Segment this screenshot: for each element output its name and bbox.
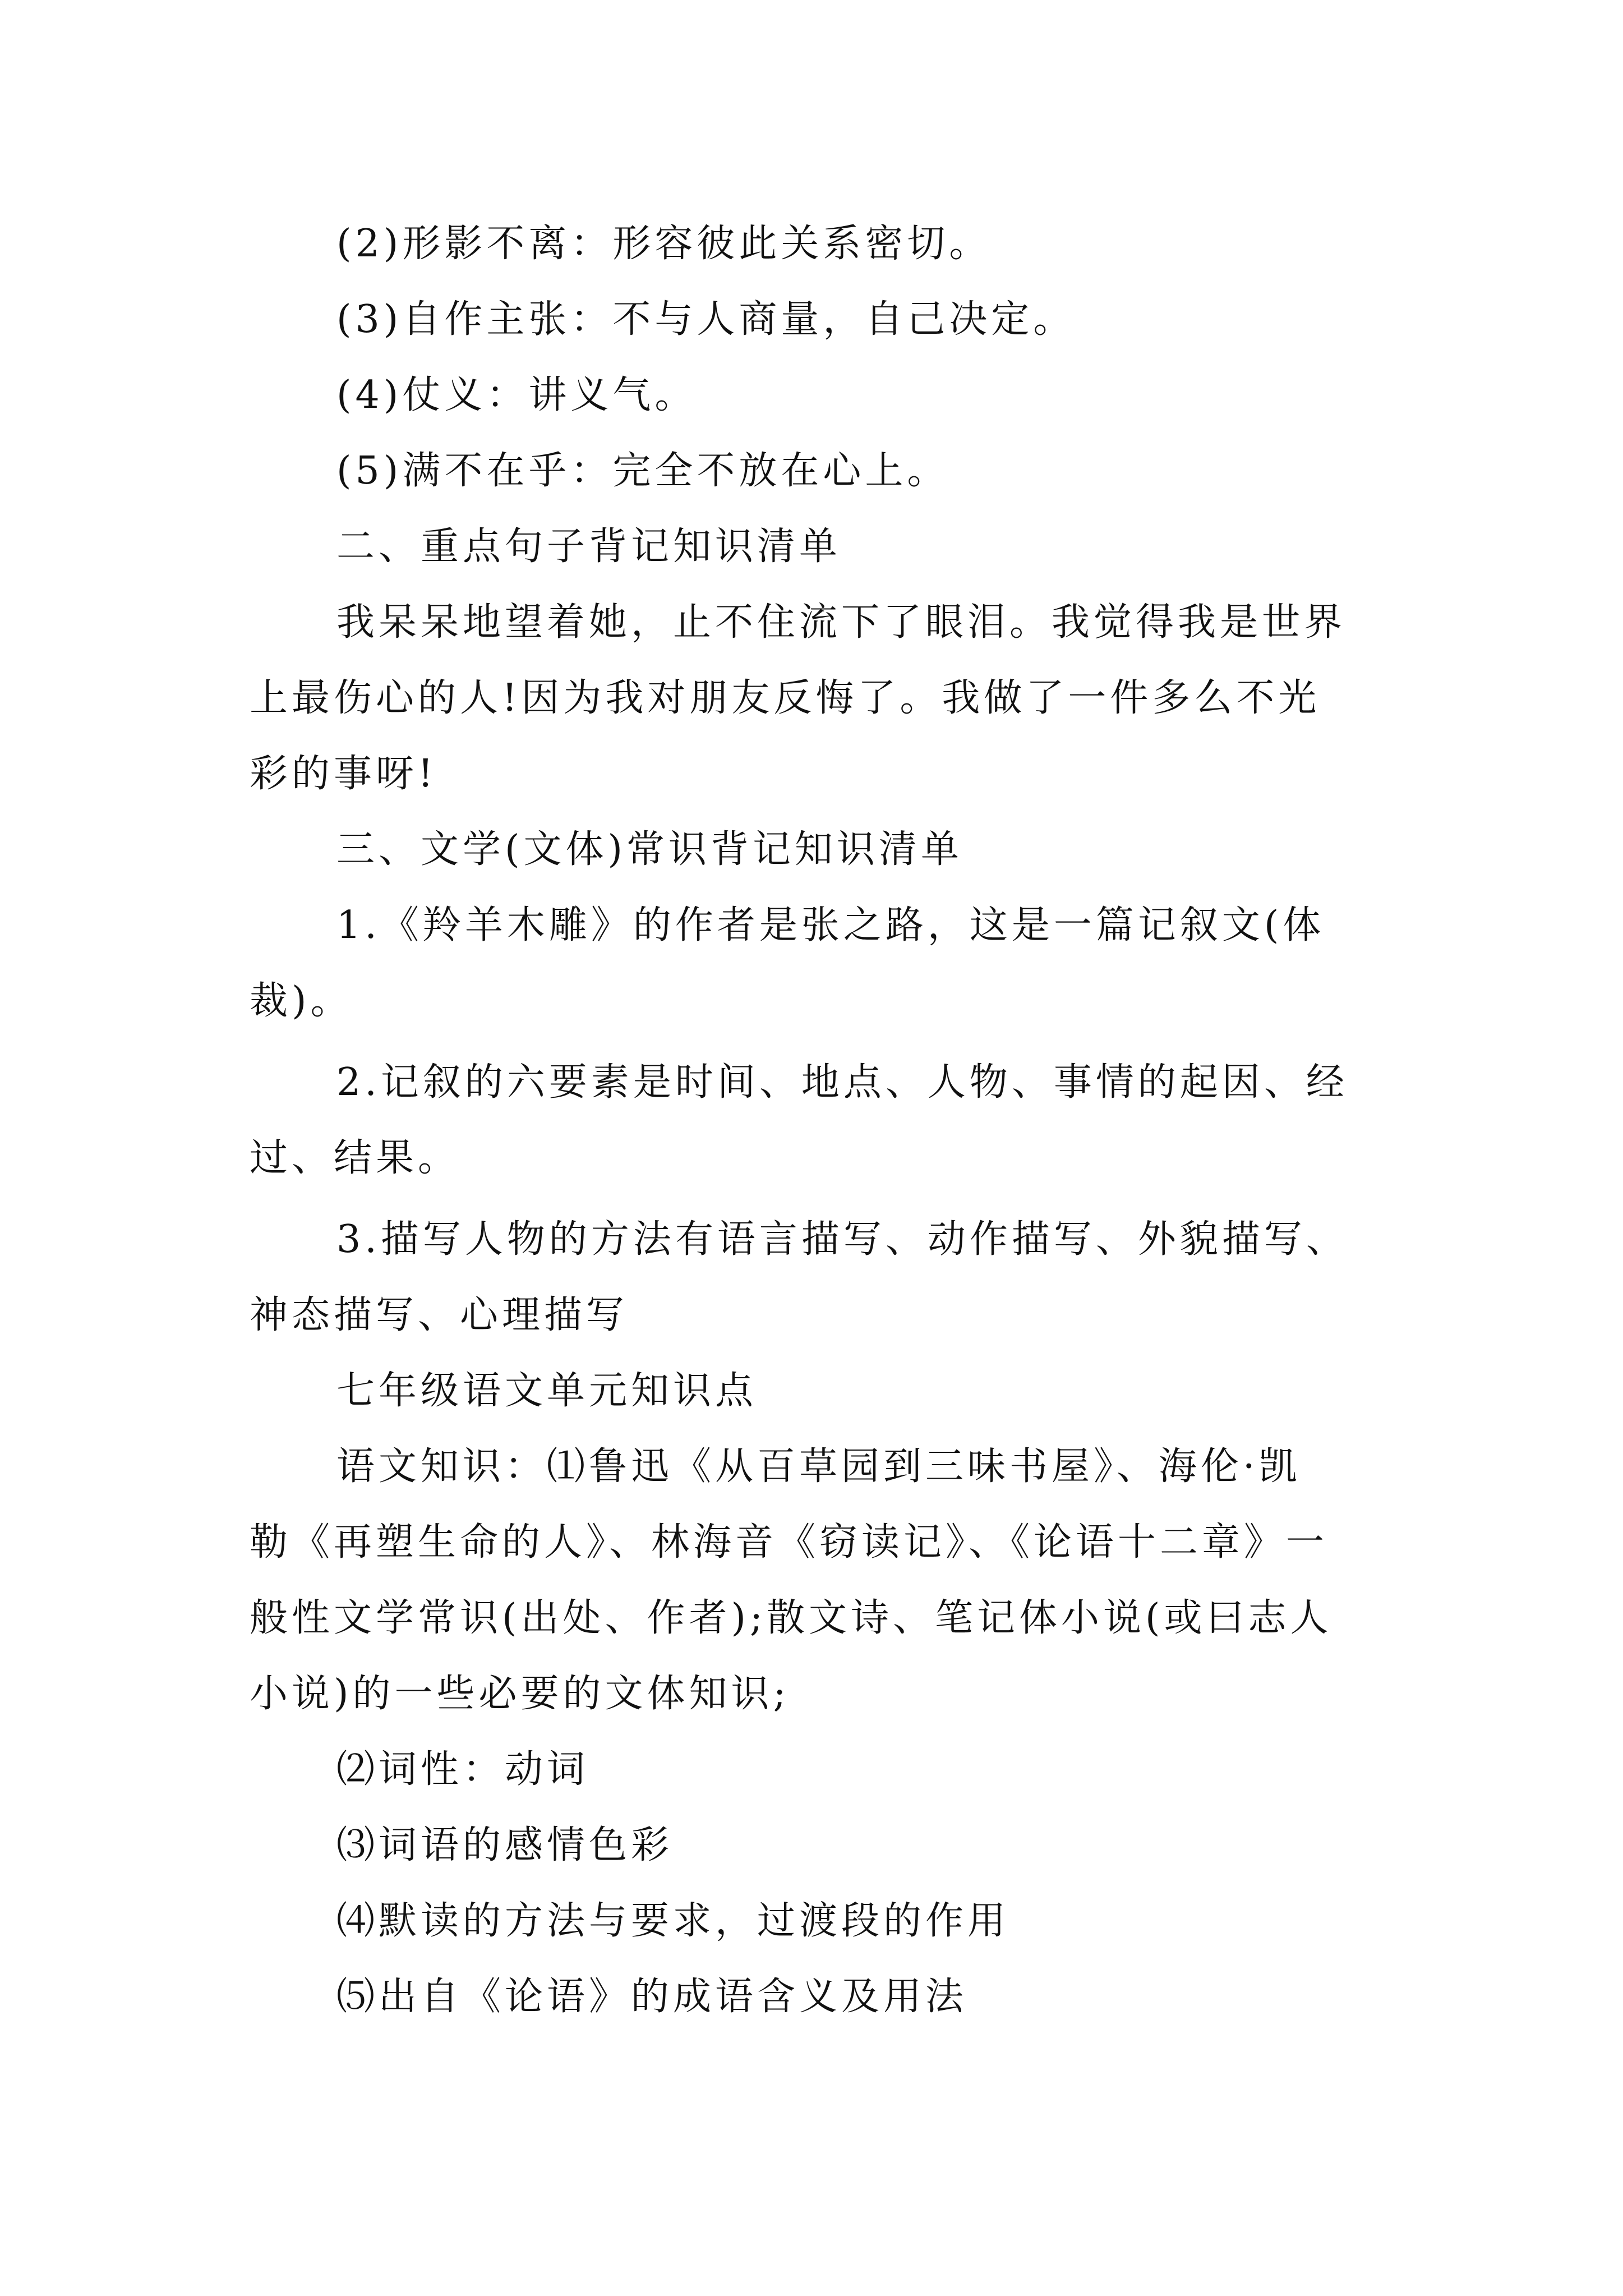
text-line: 1.《羚羊木雕》的作者是张之路，这是一篇记叙文(体 <box>336 903 1325 947</box>
text-line: (3)自作主张：不与人商量，自己决定。 <box>336 297 1076 342</box>
text-line: 过、结果。 <box>250 1136 460 1180</box>
text-line: (4)仗义：讲义气。 <box>336 373 697 417</box>
text-line: (5)满不在乎：完全不放在心上。 <box>336 449 949 493</box>
text-line: 裁)。 <box>250 979 353 1023</box>
text-line: (2)形影不离：形容彼此关系密切。 <box>336 222 992 266</box>
text-line: 勒《再塑生命的人》、林海音《窃读记》、《论语十二章》一 <box>250 1520 1329 1565</box>
section-heading: 二、重点句子背记知识清单 <box>336 524 842 569</box>
text-line: 我呆呆地望着她，止不住流下了眼泪。我觉得我是世界 <box>336 600 1347 645</box>
text-line: ⑸出自《论语》的成语含义及用法 <box>336 1975 968 2019</box>
section-heading: 三、文学(文体)常识背记知识清单 <box>336 827 963 872</box>
text-line: 语文知识：⑴鲁迅《从百草园到三味书屋》、海伦·凯 <box>336 1444 1301 1489</box>
section-heading: 七年级语文单元知识点 <box>336 1369 758 1413</box>
text-line: 彩的事呀! <box>250 752 437 796</box>
text-line: 上最伤心的人!因为我对朋友反悔了。我做了一件多么不光 <box>250 676 1321 720</box>
text-line: 神态描写、心理描写 <box>250 1293 629 1337</box>
text-line: ⑷默读的方法与要求，过渡段的作用 <box>336 1899 1010 1943</box>
text-line: 小说)的一些必要的文体知识; <box>250 1672 790 1716</box>
text-line: 3.描写人物的方法有语言描写、动作描写、外貌描写、 <box>336 1217 1348 1262</box>
text-line: ⑶词语的感情色彩 <box>336 1823 674 1867</box>
text-line: ⑵词性：动词 <box>336 1747 589 1792</box>
text-line: 2.记叙的六要素是时间、地点、人物、事情的起因、经 <box>336 1060 1348 1105</box>
text-line: 般性文学常识(出处、作者);散文诗、笔记体小说(或曰志人 <box>250 1596 1332 1640</box>
